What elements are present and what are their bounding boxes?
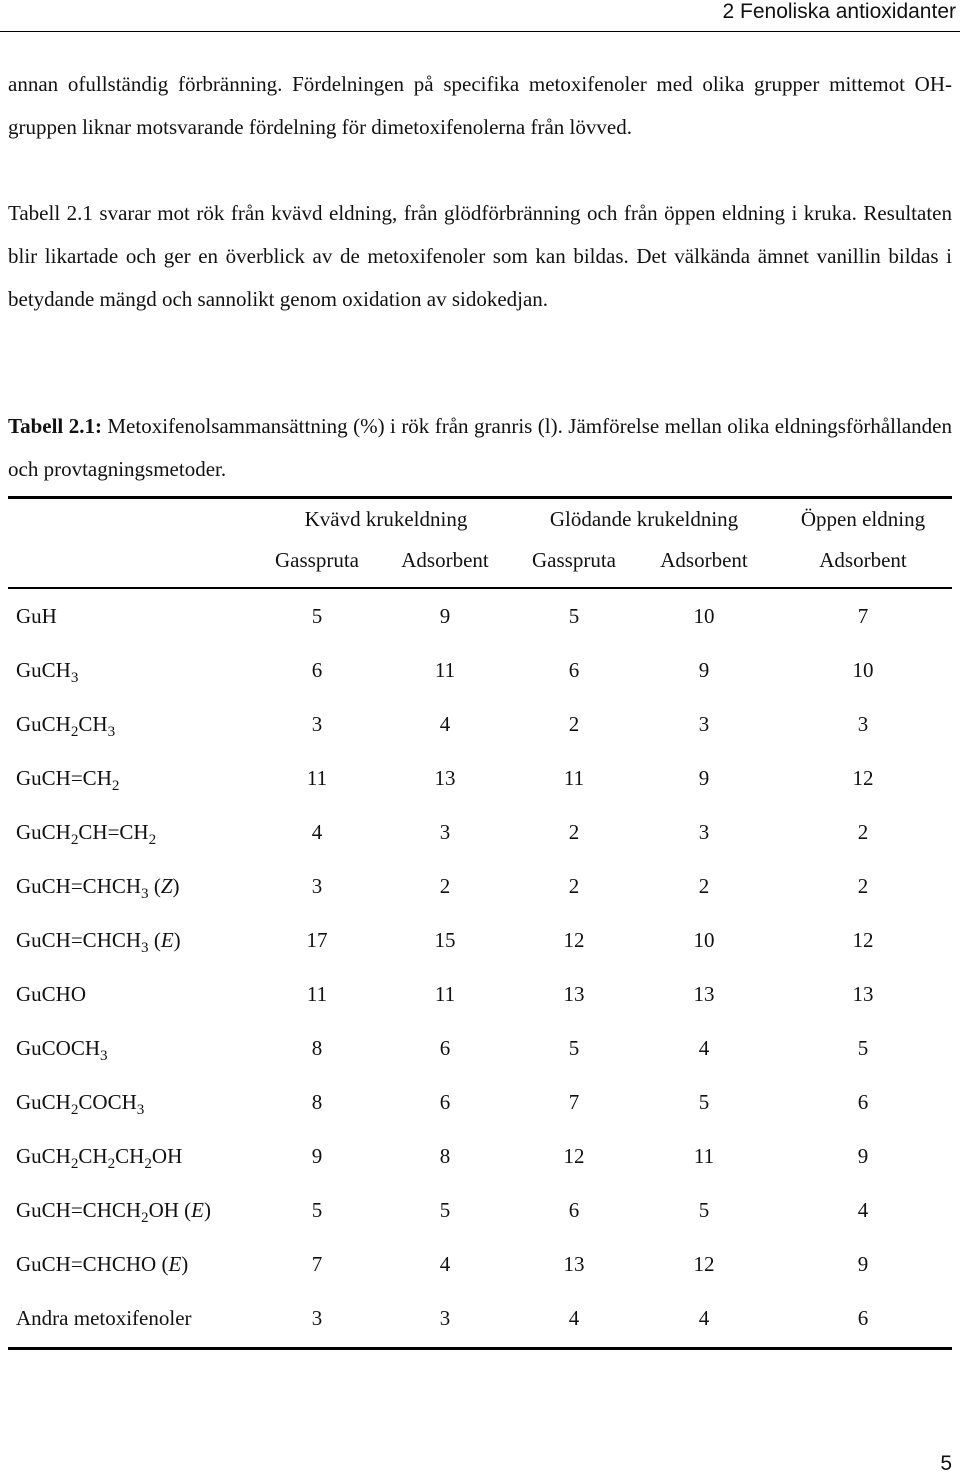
- value-cell: 2: [857, 819, 869, 844]
- compound-name: $GuCH_2CH_3$: [16, 711, 116, 740]
- value-cell: 2: [698, 873, 710, 898]
- value-cell: 6: [568, 1197, 580, 1222]
- page-number: 5: [940, 1452, 952, 1475]
- value-cell: 5: [311, 603, 323, 628]
- table-body: [8, 589, 952, 1345]
- value-cell: 10: [852, 657, 874, 682]
- value-cell: 3: [439, 1305, 451, 1330]
- value-cell: 3: [698, 711, 710, 736]
- compound-name: GuCH=CHCHO (E): [16, 1251, 189, 1276]
- table-row: [8, 859, 952, 913]
- table-caption: [8, 405, 952, 491]
- value-cell: 11: [693, 1143, 715, 1168]
- value-cell: 5: [439, 1197, 451, 1222]
- value-cell: 5: [568, 1035, 580, 1060]
- value-cell: 4: [439, 711, 451, 736]
- compound-name: $GuCH=CHCH_3$ (E): [16, 927, 181, 956]
- value-cell: 9: [857, 1143, 869, 1168]
- value-cell: 13: [852, 981, 874, 1006]
- table-row: [8, 751, 952, 805]
- table-row: [8, 1129, 952, 1183]
- method-header-5: Adsorbent: [819, 548, 907, 572]
- running-header: 2 Fenoliska antioxidanter: [722, 0, 956, 23]
- table-row: [8, 1021, 952, 1075]
- table-row: [8, 805, 952, 859]
- value-cell: 13: [434, 765, 456, 790]
- value-cell: 3: [698, 819, 710, 844]
- value-cell: 11: [306, 981, 328, 1006]
- value-cell: 12: [563, 927, 585, 952]
- compound-name: $GuCH=CHCH_3$ (Z): [16, 873, 180, 902]
- header-empty-cell: [8, 499, 258, 540]
- value-cell: 10: [693, 603, 715, 628]
- value-cell: 12: [852, 927, 874, 952]
- value-cell: 6: [857, 1305, 869, 1330]
- compound-name: $GuCH_2COCH_3$: [16, 1089, 145, 1118]
- value-cell: 3: [311, 711, 323, 736]
- value-cell: 10: [693, 927, 715, 952]
- value-cell: 9: [698, 657, 710, 682]
- value-cell: 7: [568, 1089, 580, 1114]
- table-method-header-row: [8, 540, 952, 581]
- value-cell: 6: [439, 1089, 451, 1114]
- value-cell: 4: [698, 1305, 710, 1330]
- table-row: [8, 697, 952, 751]
- header-rule: [0, 31, 960, 32]
- method-header-2: Adsorbent: [401, 548, 489, 572]
- paragraph-2: Tabell 2.1 svarar mot rök från kvävd eldning, från glödförbränning och från öppen eldning i kruka. Resultaten blir likartade och ger en överblick av de metoxifenoler som kan bildas. Det välkända ämnet vanillin bildas i betydande mängd och sannolikt genom oxidation av sidokedjan.: [8, 201, 952, 311]
- value-cell: 9: [698, 765, 710, 790]
- value-cell: 12: [852, 765, 874, 790]
- compound-name: GuH: [16, 603, 57, 628]
- value-cell: 11: [563, 765, 585, 790]
- table-row: [8, 1075, 952, 1129]
- value-cell: 3: [311, 873, 323, 898]
- group-header-1: Kvävd krukeldning: [304, 507, 468, 531]
- value-cell: 12: [693, 1251, 715, 1276]
- value-cell: 4: [568, 1305, 580, 1330]
- value-cell: 5: [568, 603, 580, 628]
- value-cell: 5: [698, 1197, 710, 1222]
- table-row: [8, 913, 952, 967]
- compound-name: $GuCH_2CH_2CH_2OH$: [16, 1143, 183, 1172]
- value-cell: 3: [857, 711, 869, 736]
- value-cell: 4: [439, 1251, 451, 1276]
- value-cell: 5: [857, 1035, 869, 1060]
- value-cell: 6: [857, 1089, 869, 1114]
- composition-table: [8, 496, 952, 1350]
- value-cell: 4: [698, 1035, 710, 1060]
- value-cell: 5: [698, 1089, 710, 1114]
- value-cell: 7: [311, 1251, 323, 1276]
- value-cell: 12: [563, 1143, 585, 1168]
- compound-name: Andra metoxifenoler: [16, 1305, 192, 1330]
- value-cell: 4: [311, 819, 323, 844]
- group-header-3: Öppen eldning: [800, 507, 926, 531]
- value-cell: 13: [693, 981, 715, 1006]
- value-cell: 7: [857, 603, 869, 628]
- value-cell: 3: [311, 1305, 323, 1330]
- value-cell: 6: [439, 1035, 451, 1060]
- value-cell: 2: [568, 711, 580, 736]
- compound-name: $GuCH_2CH=CH_2$: [16, 819, 157, 848]
- value-cell: 2: [439, 873, 451, 898]
- value-cell: 4: [857, 1197, 869, 1222]
- value-cell: 15: [434, 927, 456, 952]
- method-header-4: Adsorbent: [660, 548, 748, 572]
- table-group-header-row: [8, 499, 952, 540]
- table-bottom-rule: [8, 1347, 952, 1350]
- table-caption-text: Metoxifenolsammansättning (%) i rök från granris (l). Jämförelse mellan olika eldningsförhållanden och provtagningsmetoder.: [8, 414, 952, 481]
- table-caption-label: Tabell 2.1:: [8, 414, 102, 438]
- value-cell: 2: [857, 873, 869, 898]
- compound-name: $GuCH=CH_2$: [16, 765, 120, 794]
- value-cell: 2: [568, 819, 580, 844]
- compound-name: GuCH$_3$: [16, 657, 79, 686]
- paragraph-1: annan ofullständig förbränning. Fördelningen på specifika metoxifenoler med olika grupper mittemot OH-gruppen liknar motsvarande fördelning för dimetoxifenolerna från lövved.: [8, 72, 952, 139]
- value-cell: 6: [311, 657, 323, 682]
- table-row: [8, 967, 952, 1021]
- compound-name: GuCHO: [16, 981, 87, 1006]
- compound-name: GuCOCH$_3$: [16, 1035, 108, 1064]
- value-cell: 13: [563, 1251, 585, 1276]
- value-cell: 8: [311, 1035, 323, 1060]
- value-cell: 17: [306, 927, 328, 952]
- value-cell: 9: [857, 1251, 869, 1276]
- compound-name: $GuCH=CHCH_2OH$ (E): [16, 1197, 211, 1226]
- group-header-2: Glödande krukeldning: [549, 507, 739, 531]
- value-cell: 6: [568, 657, 580, 682]
- value-cell: 9: [311, 1143, 323, 1168]
- table-row: [8, 643, 952, 697]
- method-header-1: Gasspruta: [275, 548, 359, 572]
- value-cell: 8: [439, 1143, 451, 1168]
- value-cell: 11: [434, 981, 456, 1006]
- value-cell: 9: [439, 603, 451, 628]
- value-cell: 2: [568, 873, 580, 898]
- value-cell: 11: [434, 657, 456, 682]
- value-cell: 3: [439, 819, 451, 844]
- header-empty-cell: [8, 540, 258, 581]
- value-cell: 11: [306, 765, 328, 790]
- value-cell: 8: [311, 1089, 323, 1114]
- method-header-3: Gasspruta: [532, 548, 616, 572]
- value-cell: 13: [563, 981, 585, 1006]
- table-row: [8, 589, 952, 643]
- table-row: [8, 1237, 952, 1291]
- value-cell: 5: [311, 1197, 323, 1222]
- table-row: [8, 1291, 952, 1345]
- table-row: [8, 1183, 952, 1237]
